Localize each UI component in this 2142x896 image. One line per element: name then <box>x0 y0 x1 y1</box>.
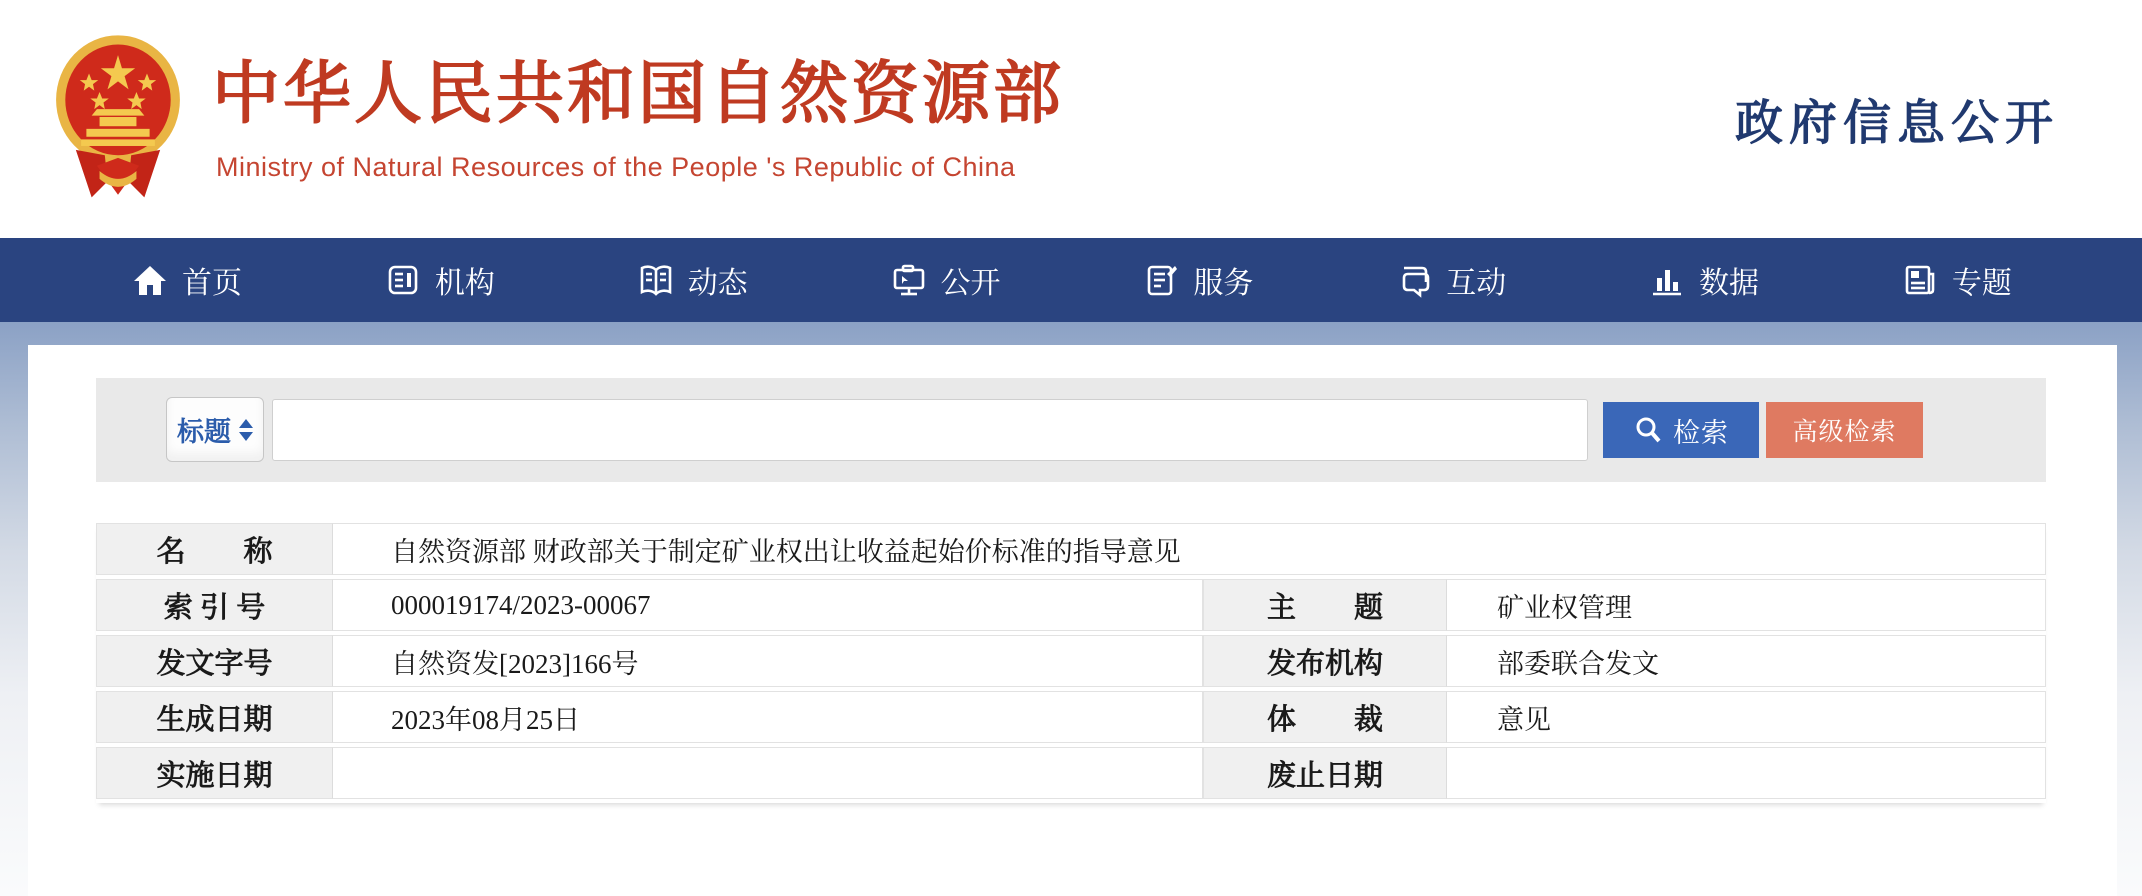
nav-item-organization[interactable] <box>385 258 495 302</box>
row-label-repeal-date: 废止日期 <box>1203 747 1447 799</box>
advanced-search-label: 高级检索 <box>1792 418 1897 446</box>
document-meta-table <box>96 523 2046 803</box>
nav-item-data[interactable] <box>1649 258 1759 302</box>
row-value-created-date: 2023年08月25日 <box>333 691 1203 743</box>
nav-label: 专题 <box>1951 267 2012 300</box>
nav-item-topics[interactable] <box>1902 258 2012 302</box>
nav-label: 首页 <box>182 267 242 300</box>
up-down-arrows-icon <box>239 419 253 441</box>
nav-label: 动态 <box>687 267 748 300</box>
row-label-doc-number: 发文字号 <box>96 635 333 687</box>
row-label-created-date: 生成日期 <box>96 691 333 743</box>
row-value-effective-date <box>333 747 1203 799</box>
row-label-name: 名 称 <box>96 523 333 575</box>
row-label-subject: 主 题 <box>1203 579 1447 631</box>
row-label-effective-date: 实施日期 <box>96 747 333 799</box>
nav-label: 数据 <box>1699 267 1760 300</box>
nav-item-disclosure[interactable] <box>891 258 1001 302</box>
document-pen-icon <box>1143 262 1179 298</box>
site-title: 中华人民共和国自然资源部 <box>212 56 1065 132</box>
chat-bubble-icon <box>1396 262 1432 298</box>
row-value-index-number: 000019174/2023-00067 <box>333 579 1203 631</box>
search-button-label: 检索 <box>1673 417 1729 448</box>
nav-item-news[interactable] <box>638 258 748 302</box>
table-row <box>96 523 2046 575</box>
page-title: 政府信息公开 <box>1735 97 2060 150</box>
search-button[interactable] <box>1603 402 1759 458</box>
search-bar <box>96 378 2046 482</box>
table-row <box>96 635 2046 687</box>
home-icon <box>132 262 168 298</box>
row-value-name: 自然资源部 财政部关于制定矿业权出让收益起始价标准的指导意见 <box>333 523 2046 575</box>
row-value-issuing-agency: 部委联合发文 <box>1447 635 2046 687</box>
bar-chart-icon <box>1649 262 1685 298</box>
row-value-repeal-date <box>1447 747 2046 799</box>
search-input[interactable] <box>272 399 1588 461</box>
main-nav <box>0 238 2142 322</box>
site-header <box>0 0 2142 238</box>
content-panel <box>28 345 2117 896</box>
newspaper-icon <box>1902 262 1938 298</box>
row-label-genre: 体 裁 <box>1203 691 1447 743</box>
site-subtitle: Ministry of Natural Resources of the People 's Republic of China <box>216 152 1016 182</box>
search-icon <box>1633 415 1663 445</box>
search-field-selector[interactable] <box>166 397 264 462</box>
row-value-subject: 矿业权管理 <box>1447 579 2046 631</box>
row-label-issuing-agency: 发布机构 <box>1203 635 1447 687</box>
nav-label: 公开 <box>940 267 1001 300</box>
nav-label: 互动 <box>1446 267 1507 300</box>
nav-item-interaction[interactable] <box>1396 258 1506 302</box>
row-value-doc-number: 自然资发[2023]166号 <box>333 635 1203 687</box>
open-book-icon <box>638 262 674 298</box>
row-label-index-number: 索 引 号 <box>96 579 333 631</box>
table-row <box>96 579 2046 631</box>
advanced-search-button[interactable] <box>1766 402 1923 458</box>
table-row <box>96 747 2046 799</box>
monitor-icon <box>891 262 927 298</box>
nav-label: 机构 <box>434 267 495 300</box>
nav-item-home[interactable] <box>132 258 242 302</box>
search-field-selected: 标题 <box>177 417 231 447</box>
organization-icon <box>385 262 421 298</box>
nav-item-services[interactable] <box>1143 258 1253 302</box>
table-row <box>96 691 2046 743</box>
nav-label: 服务 <box>1193 267 1254 300</box>
row-value-genre: 意见 <box>1447 691 2046 743</box>
china-national-emblem-icon <box>52 34 184 200</box>
